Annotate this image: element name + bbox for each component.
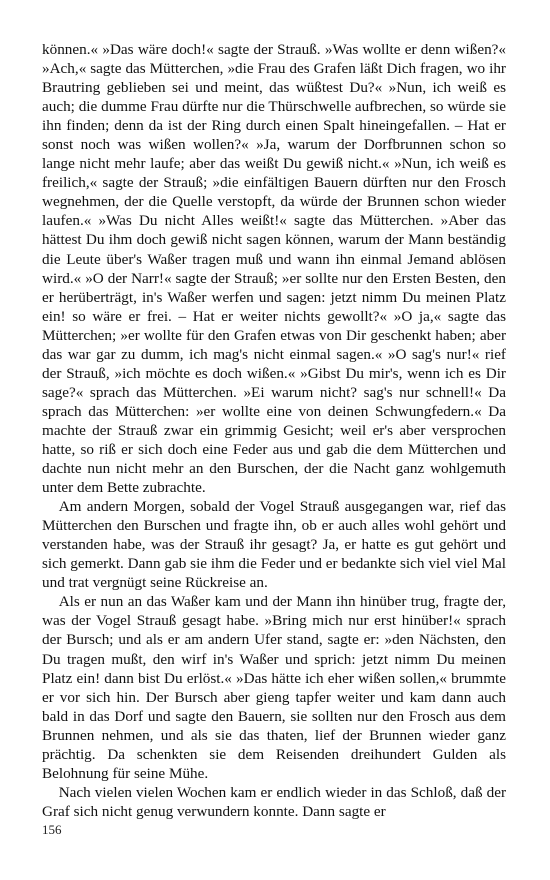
paragraph-2: Am andern Morgen, sobald der Vogel Strauß ausgegangen war, rief das Mütterchen den Burschen und fragte ihn, ob er auch alles wohl gehört und verstanden habe, was der Strauß ihr gesagt? Ja, er hatte es gut gehört und sich gemerkt. Dann gab sie ihm die Feder und er bedankte sich viel viel Mal und trat vergnügt seine Rückreise an. bbox=[42, 498, 506, 592]
paragraph-3: Als er nun an das Waßer kam und der Mann ihn hinüber trug, fragte der, was der Vogel Strauß gesagt habe. »Bring mich nur erst hinüber!« sprach der Bursch; und als er am andern Ufer stand, sagte er: »den Nächsten, den Du tragen mußt, den wirf in's Waßer und sprich: jetzt nimm Du meinen Platz ein! dann bist Du erlöst.« »Das hätte ich eher wißen sollen,« brummte er vor sich hin. Der Bursch aber gieng tapfer weiter und kam dann auch bald in das Dorf und sagte den Bauern, sie sollten nur den Frosch aus dem Brunnen nehmen, und als sie das thaten, lief der Brunnen wieder ganz prächtig. Da schenkten sie dem Reisenden dreihundert Gulden als Belohnung für seine Mühe. bbox=[42, 593, 506, 782]
page-number: 156 bbox=[42, 822, 62, 837]
page-body bbox=[42, 40, 506, 821]
paragraph-1: können.« »Das wäre doch!« sagte der Strauß. »Was wollte er denn wißen?« »Ach,« sagte das Mütterchen, »die Frau des Grafen läßt Dich fragen, wo ihr Brautring geblieben sei und meint, das wüßtest Du?« »Nun, ich weiß es auch; die dumme Frau dürfte nur die Thürschwelle aufbrechen, so würde sie ihn finden; denn da ist der Ring durch einen Spalt hineingefallen. – Hat er sonst noch was wißen wollen?« »Ja, warum der Dorfbrunnen schon so lange nicht mehr laufe; aber das weißt Du gewiß nicht.« »Nun, ich weiß es freilich,« sagte der Strauß; »die einfältigen Bauern dürften nur den Frosch wegnehmen, der die Quelle verstopft, da würde der Brunnen schon wieder laufen.« »Was Du nicht Alles weißt!« sagte das Mütterchen. »Aber das hättest Du ihm doch gewiß nicht sagen können, warum der Mann beständig die Leute über's Waßer tragen muß und wann ihn einmal Jemand ablösen wird.« »O der Narr!« sagte der Strauß; »er sollte nur den Ersten Besten, den er herüberträgt, in's Waßer werfen und sagen: jetzt nimm Du meinen Platz ein! so wäre er frei. – Hat er weiter nichts gewollt?« »O ja,« sagte das Mütterchen; »er wollte für den Grafen etwas von Dir geschenkt haben; aber das war gar zu dumm, ich mag's nicht einmal sagen.« »O sag's nur!« rief der Strauß, »ich möchte es doch wißen.« »Gibst Du mir's, wenn ich es Dir sage?« sprach das Mütterchen. »Ei warum nicht? sag's nur schnell!« Da sprach das Mütterchen: »er wollte eine von deinen Schwungfedern.« Da machte der Strauß zwar ein grimmig Gesicht; weil er's aber versprochen hatte, so riß er sich doch eine Feder aus und gab die dem Mütterchen und dachte nun nicht mehr an den Burschen, der die Nacht ganz wohlgemuth unter dem Bette zubrachte. bbox=[42, 41, 506, 497]
paragraph-4: Nach vielen vielen Wochen kam er endlich wieder in das Schloß, daß der Graf sich nicht genug verwundern konnte. Dann sagte er bbox=[42, 783, 506, 820]
